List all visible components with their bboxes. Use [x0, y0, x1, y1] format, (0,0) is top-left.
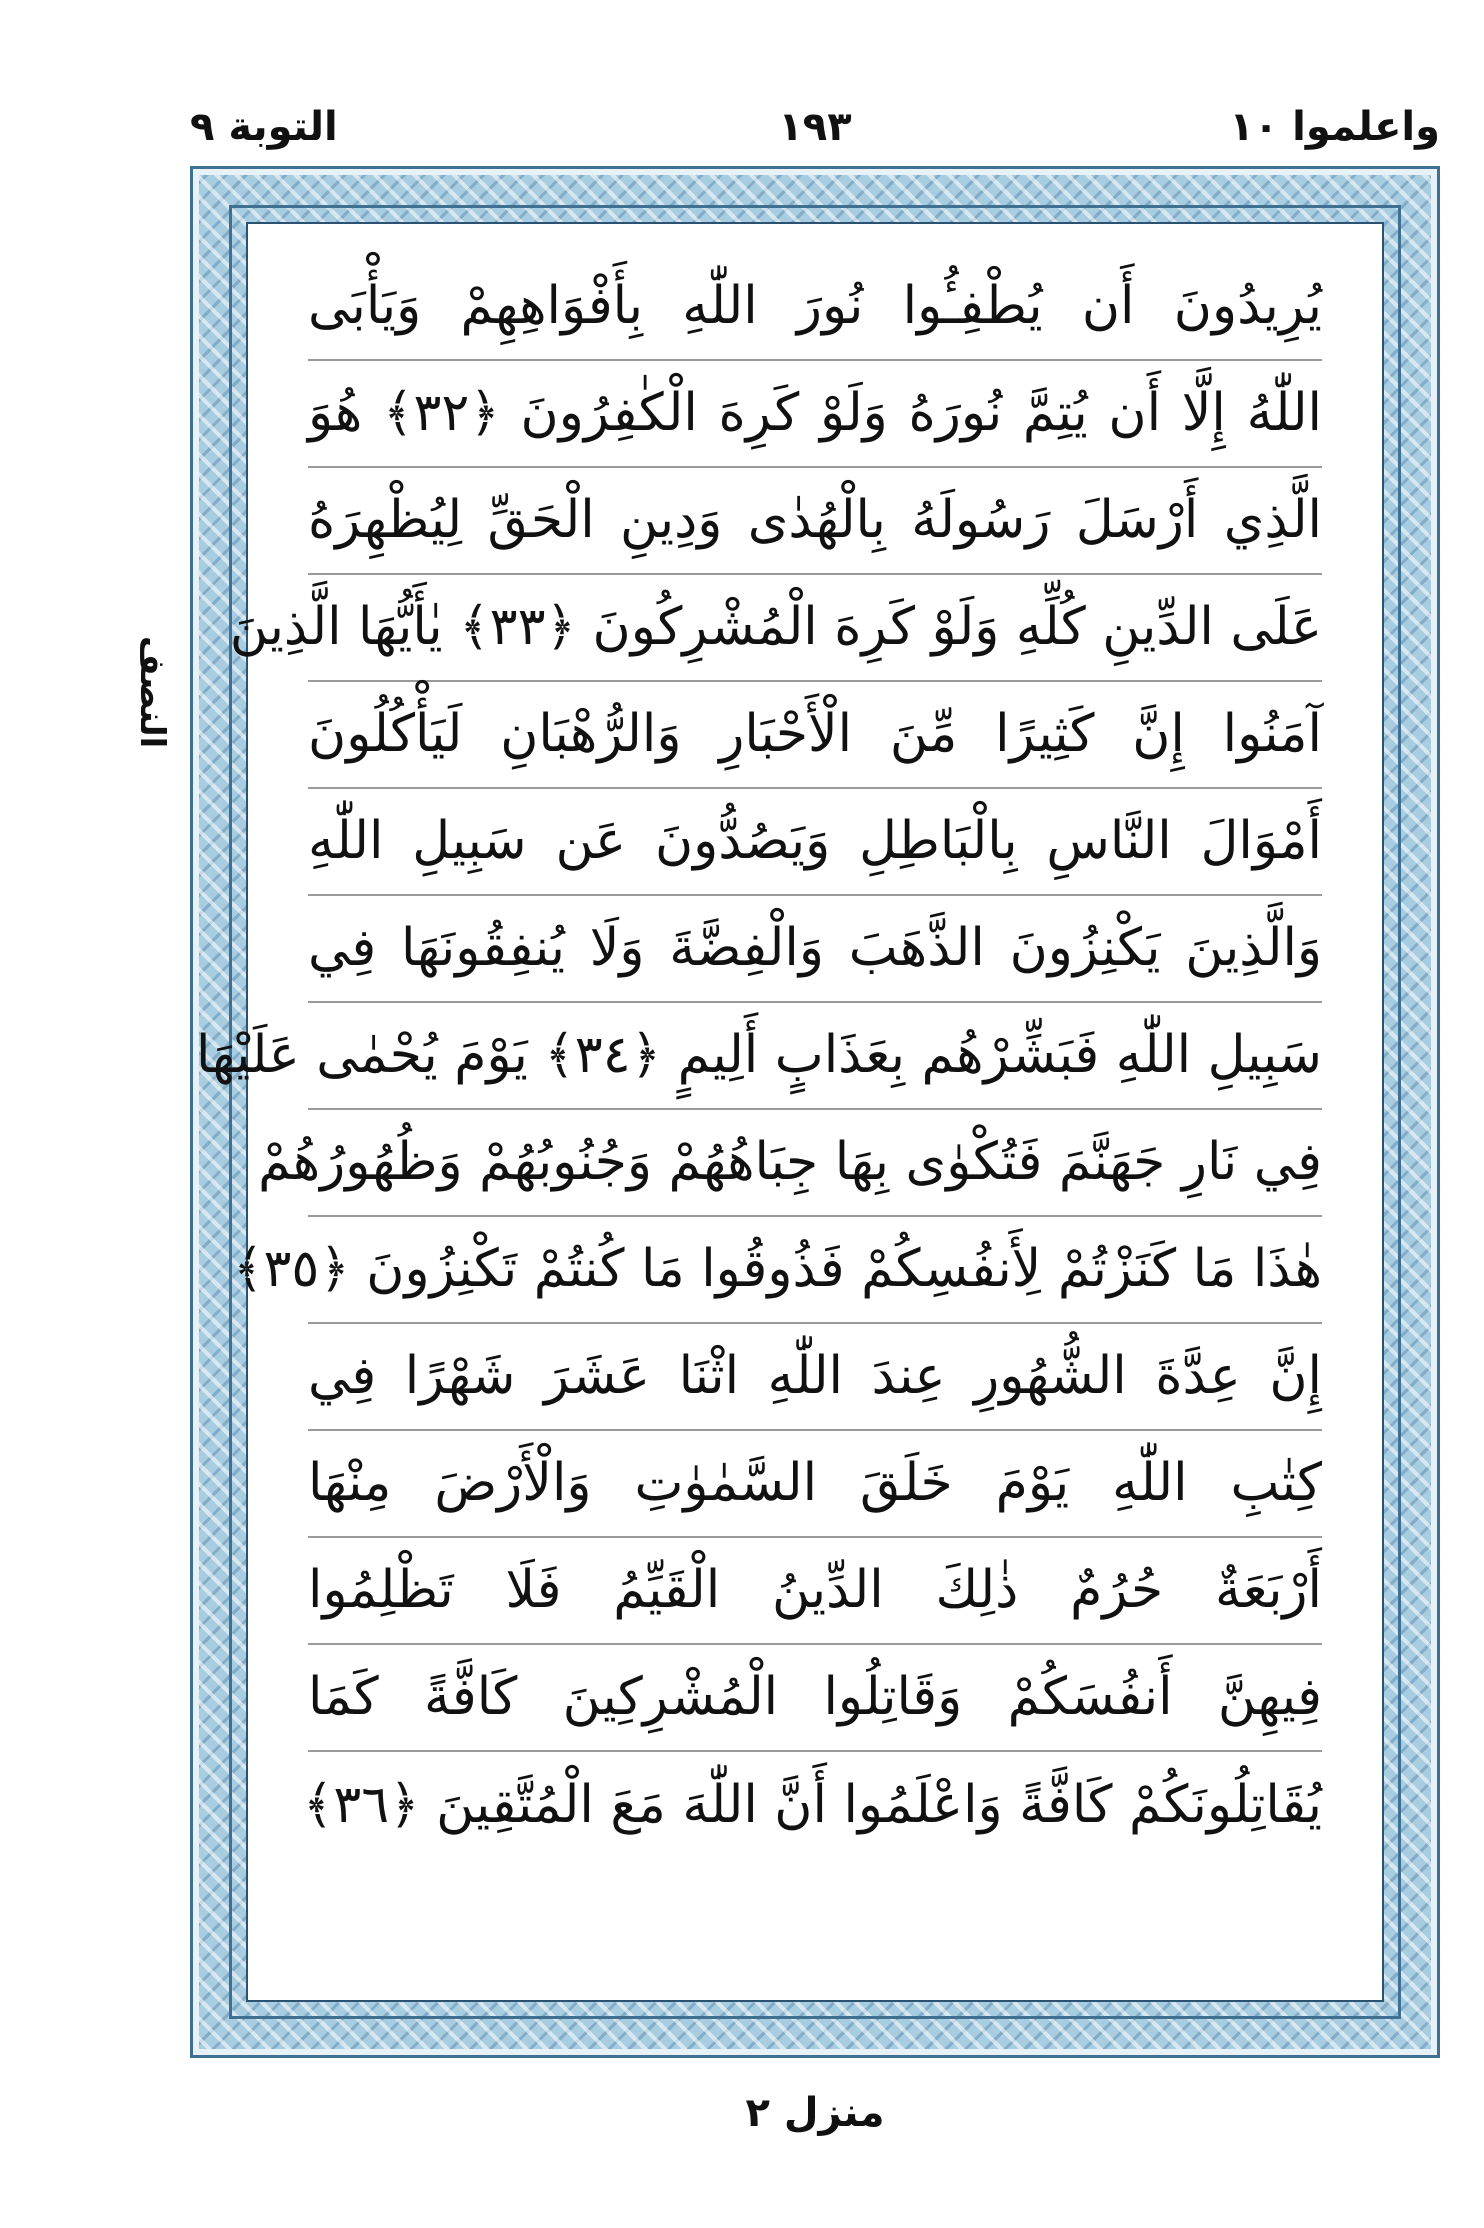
text-line: هٰذَا مَا كَنَزْتُمْ لِأَنفُسِكُمْ فَذُوقُوا مَا كُنتُمْ تَكْنِزُونَ ﴿٣٥﴾ [308, 1217, 1322, 1324]
manzil-label: منزل ٢ [745, 2090, 885, 2136]
text-line: أَرْبَعَةٌ حُرُمٌ ذٰلِكَ الدِّينُ الْقَيِّمُ فَلَا تَظْلِمُوا [308, 1538, 1322, 1645]
text-line: يُرِيدُونَ أَن يُطْفِـُٔوا نُورَ اللّٰهِ بِأَفْوَاهِهِمْ وَيَأْبَى [308, 254, 1322, 361]
text-line: فِي نَارِ جَهَنَّمَ فَتُكْوٰى بِهَا جِبَاهُهُمْ وَجُنُوبُهُمْ وَظُهُورُهُمْ [308, 1110, 1322, 1217]
text-line: آمَنُوا إِنَّ كَثِيرًا مِّنَ الْأَحْبَارِ وَالرُّهْبَانِ لَيَأْكُلُونَ [308, 682, 1322, 789]
page-number: ١٩٣ [778, 104, 852, 150]
text-line: يُقَاتِلُونَكُمْ كَافَّةً وَاعْلَمُوا أَنَّ اللّٰهَ مَعَ الْمُتَّقِينَ ﴿٣٦﴾ [302, 1774, 1322, 1835]
juz-name: واعلموا ١٠ [1229, 104, 1440, 150]
text-line: عَلَى الدِّينِ كُلِّهِ وَلَوْ كَرِهَ الْمُشْرِكُونَ ﴿٣٣﴾ يٰأَيُّهَا الَّذِينَ [308, 575, 1322, 682]
page-header [190, 96, 1440, 166]
text-line: إِنَّ عِدَّةَ الشُّهُورِ عِندَ اللّٰهِ اثْنَا عَشَرَ شَهْرًا فِي [308, 1324, 1322, 1431]
text-line: الَّذِي أَرْسَلَ رَسُولَهُ بِالْهُدٰى وَدِينِ الْحَقِّ لِيُظْهِرَهُ [308, 468, 1322, 575]
text-panel [196, 222, 1384, 2002]
half-marker: النصف [132, 635, 172, 749]
text-line: فِيهِنَّ أَنفُسَكُمْ وَقَاتِلُوا الْمُشْرِكِينَ كَافَّةً كَمَا [308, 1645, 1322, 1752]
surah-name: التوبة ٩ [190, 104, 338, 150]
text-line: كِتٰبِ اللّٰهِ يَوْمَ خَلَقَ السَّمٰوٰتِ وَالْأَرْضَ مِنْهَا [308, 1431, 1322, 1538]
text-line: اللّٰهُ إِلَّا أَن يُتِمَّ نُورَهُ وَلَوْ كَرِهَ الْكٰفِرُونَ ﴿٣٢﴾ هُوَ [308, 361, 1322, 468]
text-line: أَمْوَالَ النَّاسِ بِالْبَاطِلِ وَيَصُدُّونَ عَن سَبِيلِ اللّٰهِ [308, 789, 1322, 896]
text-line: وَالَّذِينَ يَكْنِزُونَ الذَّهَبَ وَالْفِضَّةَ وَلَا يُنفِقُونَهَا فِي [308, 896, 1322, 1003]
text-line: سَبِيلِ اللّٰهِ فَبَشِّرْهُم بِعَذَابٍ أَلِيمٍ ﴿٣٤﴾ يَوْمَ يُحْمٰى عَلَيْهَا [308, 1003, 1322, 1110]
